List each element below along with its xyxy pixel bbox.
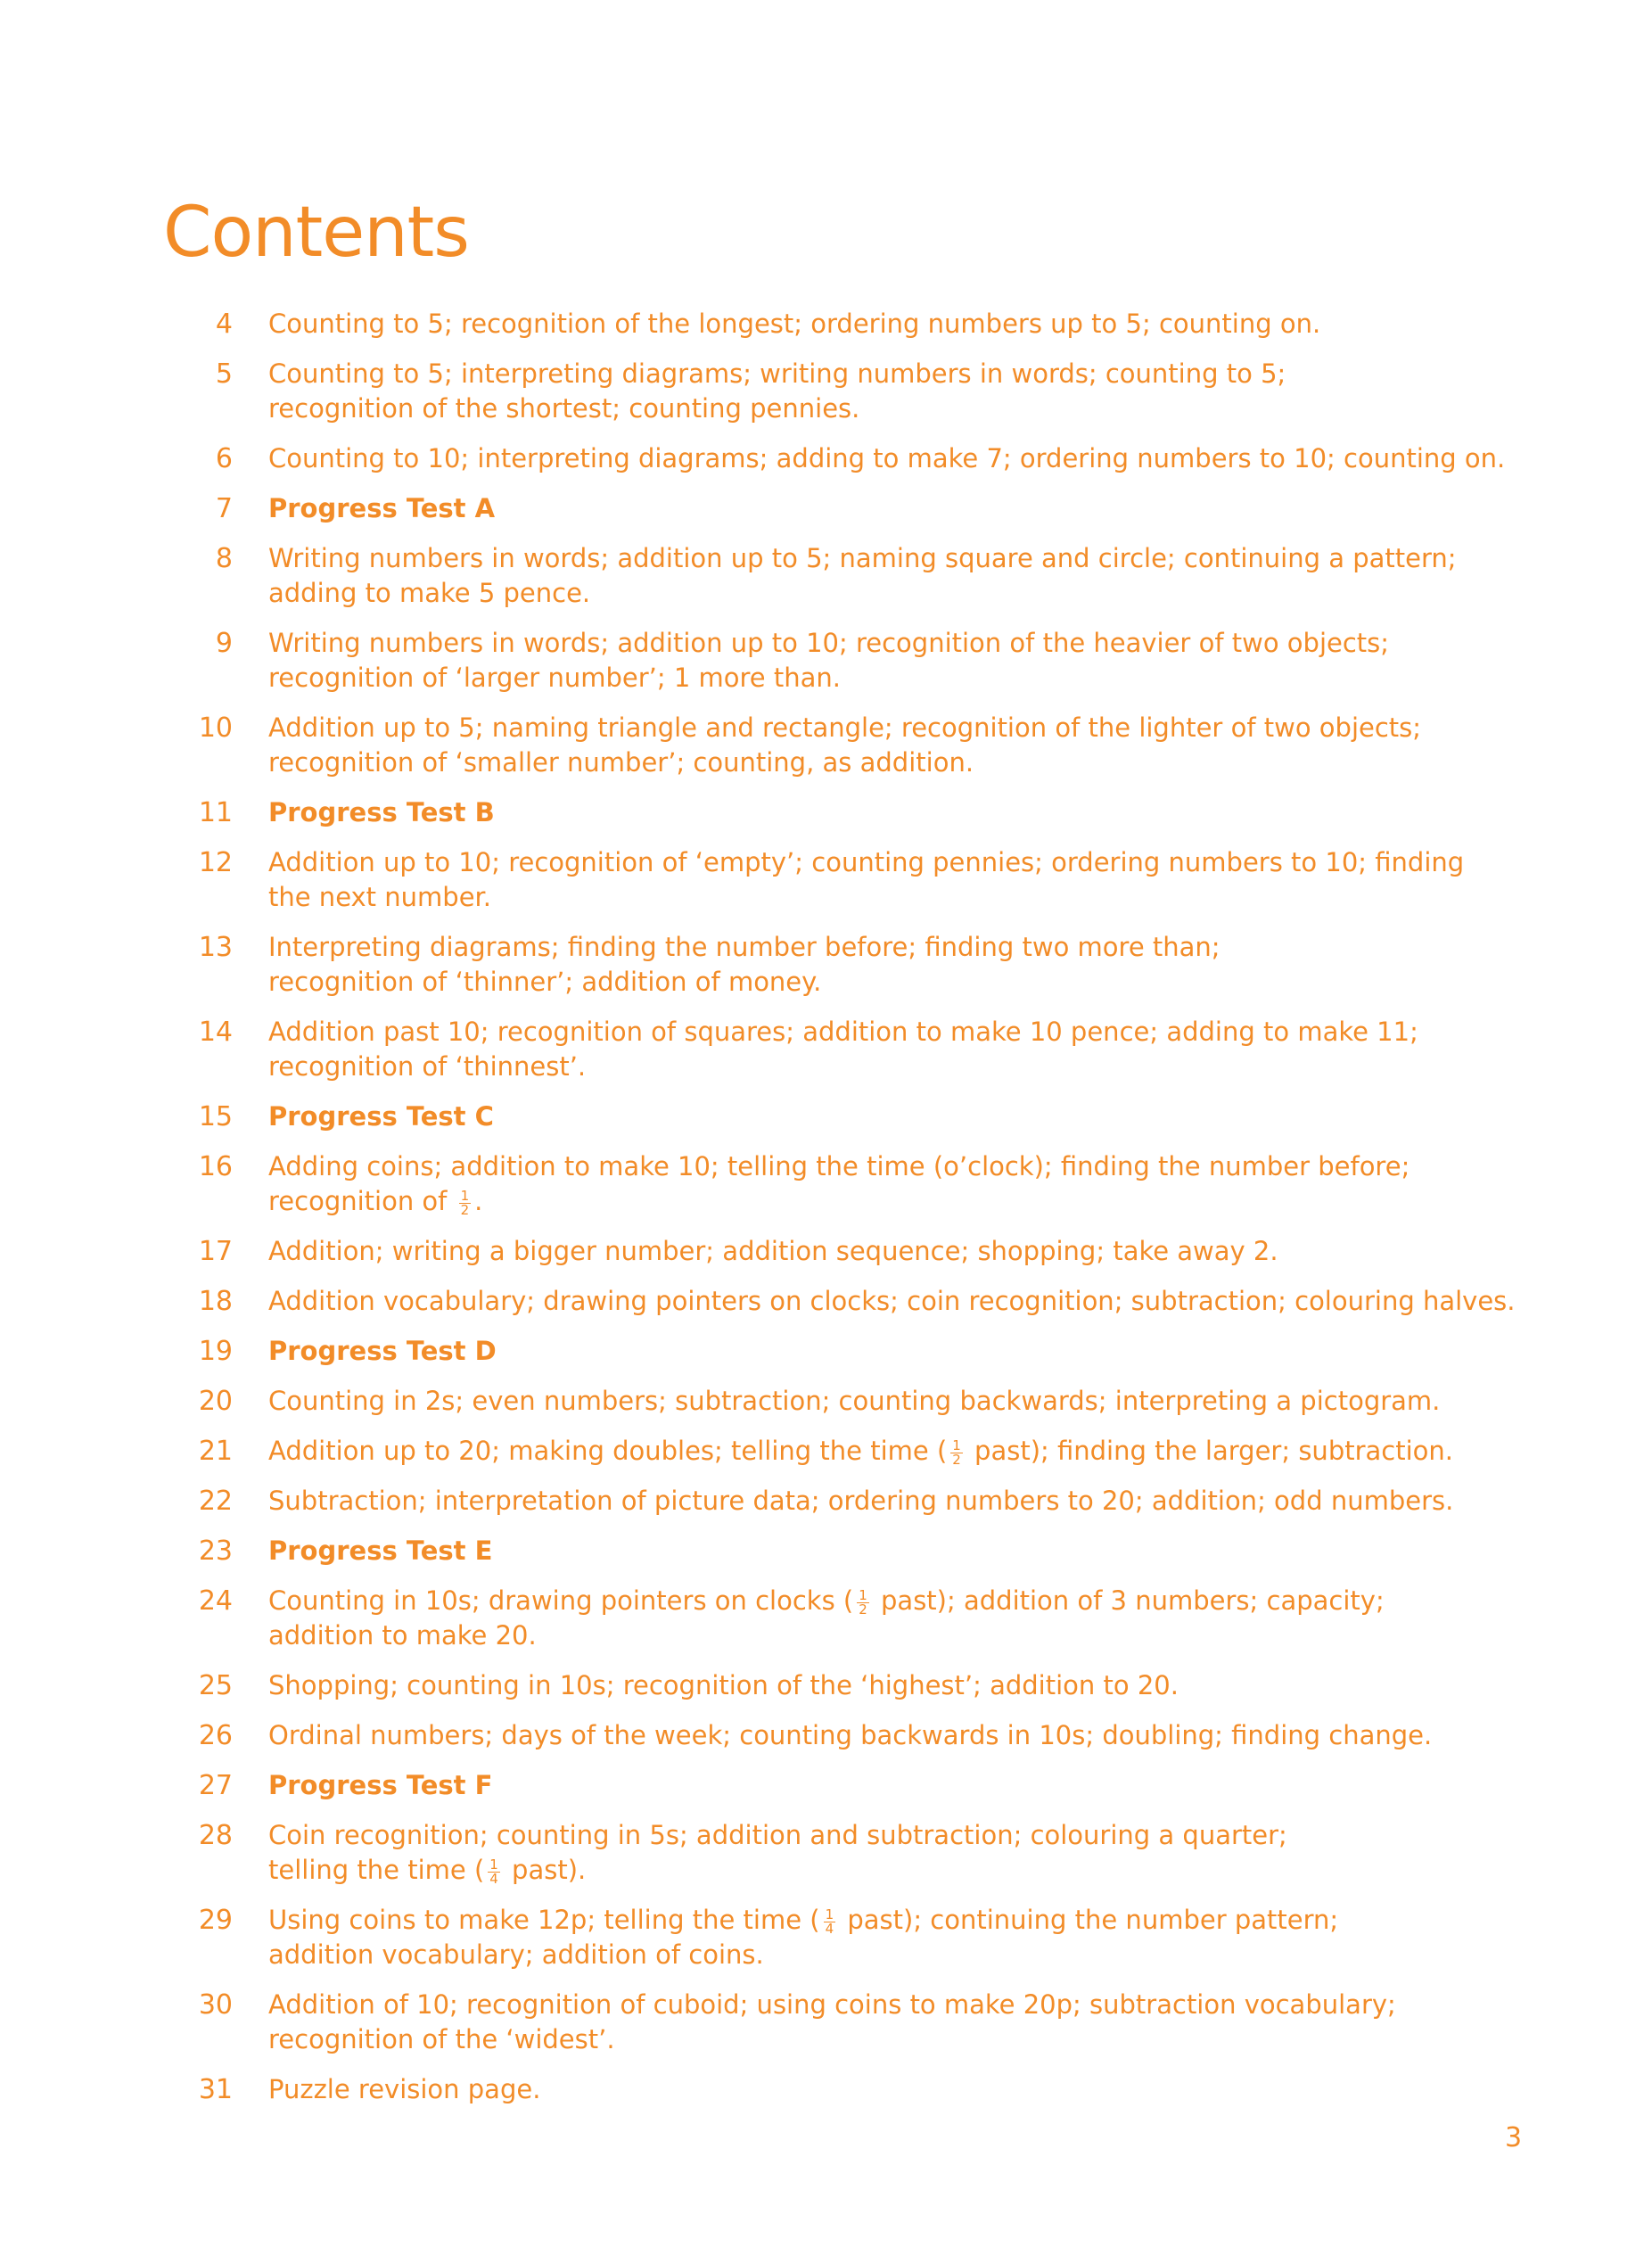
toc-page-number: 14 (198, 1017, 233, 1048)
toc-page-number: 24 (198, 1585, 233, 1617)
toc-entry-progress-test (163, 1768, 1518, 1803)
toc-entry (163, 2072, 1518, 2107)
toc-description-line (268, 1434, 1518, 1469)
toc-text-segment: Counting to 5; interpreting diagrams; writing numbers in words; counting to 5; (268, 358, 1286, 389)
toc-description-line (268, 2072, 1518, 2107)
toc-page-number: 10 (198, 712, 233, 744)
page-number: 3 (1505, 2122, 1523, 2153)
toc-page-number: 23 (198, 1535, 233, 1567)
toc-description-line (268, 1903, 1518, 1938)
toc-entry (163, 1668, 1518, 1703)
page-title: Contents (163, 193, 469, 273)
toc-text-segment: Counting to 5; recognition of the longest; ordering numbers up to 5; counting on. (268, 309, 1321, 339)
toc-description (268, 541, 1518, 611)
toc-text-segment: recognition of (268, 1186, 456, 1216)
toc-description-line (268, 1818, 1518, 1853)
toc-text-segment: recognition of ‘larger number’; 1 more than. (268, 663, 841, 693)
toc-description (268, 1534, 1518, 1568)
toc-description (268, 1334, 1518, 1369)
toc-page-number: 22 (198, 1486, 233, 1517)
fraction-numerator: 1 (489, 1856, 498, 1873)
toc-text-segment: recognition of ‘smaller number’; counting, as addition. (268, 747, 974, 778)
toc-description (268, 1284, 1518, 1319)
fraction-denominator: 2 (859, 1601, 867, 1618)
toc-description (268, 626, 1518, 696)
toc-description (268, 1234, 1518, 1269)
toc-description (268, 1099, 1518, 1134)
toc-text-segment: addition vocabulary; addition of coins. (268, 1939, 764, 1970)
fraction (824, 1908, 836, 1936)
toc-entry (163, 1149, 1518, 1219)
toc-entry (163, 541, 1518, 611)
toc-description-line (268, 1988, 1518, 2022)
toc-entry (163, 1988, 1518, 2057)
toc-text-segment: Ordinal numbers; days of the week; counting backwards in 10s; doubling; finding change. (268, 1720, 1433, 1750)
toc-description (268, 1818, 1518, 1888)
toc-description-line (268, 930, 1518, 965)
toc-entry (163, 1818, 1518, 1888)
fraction-numerator: 1 (859, 1586, 867, 1603)
toc-description-line (268, 307, 1518, 342)
toc-text-segment: Addition up to 10; recognition of ‘empty’; counting pennies; ordering numbers to 10; finding (268, 847, 1465, 877)
fraction-denominator: 4 (489, 1870, 498, 1887)
toc-description-line (268, 1938, 1518, 1972)
toc-page-number: 27 (198, 1770, 233, 1801)
toc-description-line (268, 1284, 1518, 1319)
toc-description-line (268, 1584, 1518, 1618)
toc-entry-progress-test (163, 491, 1518, 526)
toc-description-line (268, 1050, 1518, 1084)
toc-entry (163, 1284, 1518, 1319)
toc-entry-progress-test (163, 795, 1518, 830)
toc-description-line (268, 1184, 1518, 1219)
toc-description (268, 1768, 1518, 1803)
toc-text-segment: Progress Test B (268, 797, 495, 827)
toc-text-segment: recognition of the shortest; counting pennies. (268, 393, 860, 424)
toc-description-line (268, 1484, 1518, 1519)
toc-page-number: 13 (198, 932, 233, 963)
toc-description-line (268, 745, 1518, 780)
toc-description-line (268, 1618, 1518, 1653)
toc-text-segment: recognition of ‘thinnest’. (268, 1051, 587, 1082)
toc-entry (163, 930, 1518, 1000)
toc-description (268, 307, 1518, 342)
toc-entry (163, 1484, 1518, 1519)
toc-description (268, 1434, 1518, 1469)
toc-page-number: 31 (198, 2074, 233, 2105)
toc-description-line (268, 441, 1518, 476)
toc-text-segment: Addition up to 20; making doubles; telling the time ( (268, 1436, 948, 1466)
toc-entry (163, 1015, 1518, 1084)
toc-page-number: 18 (198, 1286, 233, 1317)
toc-text-segment: telling the time ( (268, 1855, 485, 1885)
toc-page-number: 20 (198, 1386, 233, 1417)
toc-description-line (268, 541, 1518, 576)
toc-page-number: 12 (198, 847, 233, 878)
toc-description-line (268, 1334, 1518, 1369)
toc-page-number: 28 (198, 1820, 233, 1851)
toc-entry (163, 1718, 1518, 1753)
toc-description-line (268, 711, 1518, 745)
toc-description-line (268, 357, 1518, 391)
toc-description (268, 711, 1518, 780)
toc-description-line (268, 1853, 1518, 1888)
fraction-numerator: 1 (825, 1906, 834, 1922)
toc-text-segment: past); continuing the number pattern; (839, 1905, 1339, 1935)
toc-text-segment: recognition of the ‘widest’. (268, 2024, 615, 2054)
toc-page-number: 5 (215, 358, 233, 390)
toc-description-line (268, 795, 1518, 830)
toc-text-segment: Progress Test A (268, 493, 496, 523)
toc-page-number: 8 (215, 543, 233, 574)
toc-text-segment: Adding coins; addition to make 10; telling the time (o’clock); finding the number before; (268, 1151, 1410, 1181)
toc-description-line (268, 391, 1518, 426)
toc-entry-progress-test (163, 1099, 1518, 1134)
toc-entry (163, 1384, 1518, 1419)
toc-entry (163, 441, 1518, 476)
toc-description-line (268, 576, 1518, 611)
toc-text-segment: Writing numbers in words; addition up to 10; recognition of the heavier of two objects; (268, 628, 1390, 658)
toc-text-segment: the next number. (268, 882, 492, 912)
toc-page-number: 30 (198, 1989, 233, 2021)
toc-entry-progress-test (163, 1334, 1518, 1369)
toc-text-segment: Counting in 10s; drawing pointers on clocks ( (268, 1585, 854, 1616)
toc-page-number: 29 (198, 1905, 233, 1936)
toc-entry-progress-test (163, 1534, 1518, 1568)
toc-entry (163, 1434, 1518, 1469)
fraction-denominator: 2 (460, 1201, 470, 1218)
toc-description-line (268, 1015, 1518, 1050)
toc-description-line (268, 1768, 1518, 1803)
toc-text-segment: Counting to 10; interpreting diagrams; adding to make 7; ordering numbers to 10; counting on. (268, 443, 1506, 473)
toc-text-segment: . (474, 1186, 483, 1216)
fraction-numerator: 1 (460, 1187, 470, 1204)
toc-description (268, 357, 1518, 426)
toc-text-segment: past); finding the larger; subtraction. (966, 1436, 1453, 1466)
toc-description (268, 1668, 1518, 1703)
toc-entry (163, 711, 1518, 780)
toc-page-number: 17 (198, 1236, 233, 1267)
toc-text-segment: Subtraction; interpretation of picture data; ordering numbers to 20; addition; odd numbers. (268, 1486, 1454, 1516)
toc-description (268, 1718, 1518, 1753)
toc-description (268, 1584, 1518, 1653)
toc-description-line (268, 1149, 1518, 1184)
toc-description (268, 1015, 1518, 1084)
toc-page-number: 15 (198, 1101, 233, 1132)
toc-entry (163, 626, 1518, 696)
toc-description (268, 441, 1518, 476)
fraction (459, 1187, 472, 1218)
fraction-denominator: 4 (825, 1920, 834, 1937)
toc-text-segment: Addition up to 5; naming triangle and rectangle; recognition of the lighter of two objects; (268, 712, 1422, 743)
toc-text-segment: past). (503, 1855, 587, 1885)
toc-text-segment: Counting in 2s; even numbers; subtraction; counting backwards; interpreting a pictogram. (268, 1386, 1441, 1416)
toc-description (268, 1903, 1518, 1972)
toc-description-line (268, 661, 1518, 696)
toc-text-segment: addition to make 20. (268, 1620, 537, 1651)
toc-description-line (268, 1534, 1518, 1568)
toc-text-segment: Progress Test F (268, 1770, 493, 1800)
toc-text-segment: Addition of 10; recognition of cuboid; using coins to make 20p; subtraction vocabulary; (268, 1989, 1396, 2020)
toc-text-segment: recognition of ‘thinner’; addition of money. (268, 967, 822, 997)
toc-page-number: 9 (215, 628, 233, 659)
toc-text-segment: adding to make 5 pence. (268, 578, 591, 608)
toc-text-segment: Addition vocabulary; drawing pointers on clocks; coin recognition; subtraction; colouring halves. (268, 1286, 1516, 1316)
toc-description (268, 930, 1518, 1000)
toc-text-segment: past); addition of 3 numbers; capacity; (872, 1585, 1385, 1616)
toc-description-line (268, 2022, 1518, 2057)
toc-description-line (268, 1384, 1518, 1419)
toc-description-line (268, 1234, 1518, 1269)
toc-text-segment: Progress Test E (268, 1535, 493, 1566)
toc-page-number: 6 (215, 443, 233, 474)
toc-text-segment: Progress Test C (268, 1101, 494, 1132)
toc-description-line (268, 1718, 1518, 1753)
toc-description-line (268, 845, 1518, 880)
fraction (950, 1439, 963, 1467)
toc-description-line (268, 965, 1518, 1000)
toc-page-number: 4 (215, 309, 233, 340)
fraction (857, 1586, 869, 1618)
toc-description (268, 795, 1518, 830)
toc-description-line (268, 1099, 1518, 1134)
toc-entry (163, 357, 1518, 426)
fraction-numerator: 1 (952, 1437, 961, 1453)
contents-list (163, 307, 1518, 2122)
toc-description (268, 1484, 1518, 1519)
toc-entry (163, 1584, 1518, 1653)
toc-page-number: 16 (198, 1151, 233, 1182)
toc-description (268, 1149, 1518, 1219)
toc-description-line (268, 491, 1518, 526)
toc-entry (163, 1903, 1518, 1972)
fraction (488, 1858, 500, 1886)
toc-page-number: 19 (198, 1336, 233, 1367)
toc-description-line (268, 1668, 1518, 1703)
toc-text-segment: Using coins to make 12p; telling the time ( (268, 1905, 820, 1935)
toc-page-number: 25 (198, 1670, 233, 1701)
toc-text-segment: Puzzle revision page. (268, 2074, 541, 2104)
toc-text-segment: Writing numbers in words; addition up to 5; naming square and circle; continuing a pattern; (268, 543, 1457, 573)
toc-description (268, 1384, 1518, 1419)
toc-description-line (268, 880, 1518, 915)
toc-text-segment: Shopping; counting in 10s; recognition of the ‘highest’; addition to 20. (268, 1670, 1179, 1700)
toc-entry (163, 845, 1518, 915)
toc-entry (163, 307, 1518, 342)
toc-page-number: 11 (198, 797, 233, 828)
toc-text-segment: Progress Test D (268, 1336, 497, 1366)
toc-page-number: 26 (198, 1720, 233, 1751)
toc-text-segment: Addition; writing a bigger number; addition sequence; shopping; take away 2. (268, 1236, 1278, 1266)
toc-description (268, 1988, 1518, 2057)
toc-description (268, 2072, 1518, 2107)
fraction-denominator: 2 (952, 1451, 961, 1468)
toc-page-number: 7 (215, 493, 233, 524)
toc-description-line (268, 626, 1518, 661)
toc-description (268, 845, 1518, 915)
toc-page-number: 21 (198, 1436, 233, 1467)
toc-text-segment: Coin recognition; counting in 5s; addition and subtraction; colouring a quarter; (268, 1820, 1287, 1850)
toc-entry (163, 1234, 1518, 1269)
toc-text-segment: Addition past 10; recognition of squares; addition to make 10 pence; adding to make 11; (268, 1017, 1418, 1047)
toc-text-segment: Interpreting diagrams; finding the number before; finding two more than; (268, 932, 1221, 962)
toc-description (268, 491, 1518, 526)
